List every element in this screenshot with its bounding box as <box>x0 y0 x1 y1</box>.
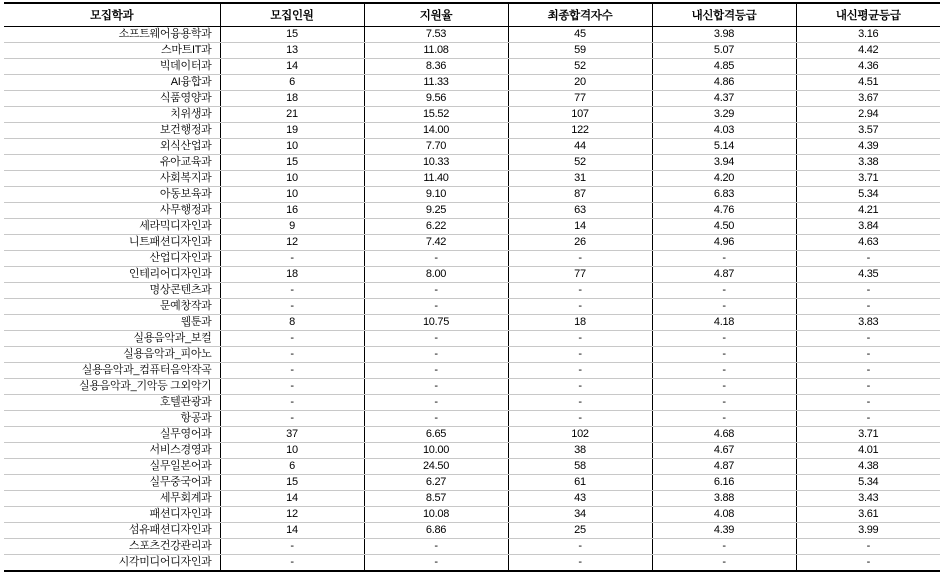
application-ratio-value: 8.57 <box>364 491 508 507</box>
pass-grade-value: 4.37 <box>652 91 796 107</box>
column-header-department: 모집학과 <box>4 3 220 27</box>
pass-grade-value: - <box>652 331 796 347</box>
table-row <box>4 283 940 299</box>
capacity-value: - <box>220 251 364 267</box>
pass-grade-value: 3.94 <box>652 155 796 171</box>
capacity-value: 15 <box>220 27 364 43</box>
average-grade-value: 4.38 <box>796 459 940 475</box>
average-grade-value: 5.34 <box>796 475 940 491</box>
table-row <box>4 363 940 379</box>
pass-grade-value: - <box>652 379 796 395</box>
average-grade-value: 3.83 <box>796 315 940 331</box>
final-accepted-value: - <box>508 539 652 555</box>
capacity-value: 15 <box>220 475 364 491</box>
pass-grade-value: 3.88 <box>652 491 796 507</box>
final-accepted-value: 25 <box>508 523 652 539</box>
table-row <box>4 107 940 123</box>
average-grade-value: 4.36 <box>796 59 940 75</box>
application-ratio-value: 10.33 <box>364 155 508 171</box>
application-ratio-value: 10.00 <box>364 443 508 459</box>
final-accepted-value: 102 <box>508 427 652 443</box>
application-ratio-value: 9.25 <box>364 203 508 219</box>
department-name: 호텔관광과 <box>4 395 220 411</box>
department-name: 산업디자인과 <box>4 251 220 267</box>
application-ratio-value: 9.10 <box>364 187 508 203</box>
pass-grade-value: 5.14 <box>652 139 796 155</box>
pass-grade-value: - <box>652 395 796 411</box>
column-header-capacity: 모집인원 <box>220 3 364 27</box>
final-accepted-value: 59 <box>508 43 652 59</box>
table-row <box>4 27 940 43</box>
final-accepted-value: 14 <box>508 219 652 235</box>
department-name: 스포츠건강관리과 <box>4 539 220 555</box>
table-header <box>4 3 940 27</box>
application-ratio-value: 6.65 <box>364 427 508 443</box>
application-ratio-value: 14.00 <box>364 123 508 139</box>
admissions-table <box>4 2 940 572</box>
capacity-value: 37 <box>220 427 364 443</box>
department-name: 패션디자인과 <box>4 507 220 523</box>
application-ratio-value: 11.33 <box>364 75 508 91</box>
application-ratio-value: 15.52 <box>364 107 508 123</box>
pass-grade-value: 3.98 <box>652 27 796 43</box>
table-row <box>4 507 940 523</box>
average-grade-value: - <box>796 331 940 347</box>
final-accepted-value: 31 <box>508 171 652 187</box>
application-ratio-value: - <box>364 363 508 379</box>
application-ratio-value: 11.40 <box>364 171 508 187</box>
application-ratio-value: - <box>364 395 508 411</box>
application-ratio-value: 10.08 <box>364 507 508 523</box>
table-row <box>4 155 940 171</box>
capacity-value: 9 <box>220 219 364 235</box>
final-accepted-value: - <box>508 411 652 427</box>
pass-grade-value: 4.68 <box>652 427 796 443</box>
table-row <box>4 59 940 75</box>
table-row <box>4 235 940 251</box>
average-grade-value: - <box>796 283 940 299</box>
pass-grade-value: 4.76 <box>652 203 796 219</box>
final-accepted-value: 43 <box>508 491 652 507</box>
table-row <box>4 75 940 91</box>
capacity-value: 10 <box>220 443 364 459</box>
department-name: 항공과 <box>4 411 220 427</box>
final-accepted-value: 77 <box>508 91 652 107</box>
table-row <box>4 411 940 427</box>
department-name: 시각미디어디자인과 <box>4 555 220 572</box>
table-row <box>4 203 940 219</box>
table-row <box>4 187 940 203</box>
final-accepted-value: 63 <box>508 203 652 219</box>
application-ratio-value: - <box>364 411 508 427</box>
final-accepted-value: 77 <box>508 267 652 283</box>
final-accepted-value: 34 <box>508 507 652 523</box>
pass-grade-value: 6.83 <box>652 187 796 203</box>
department-name: 실용음악과_기악등 그외악기 <box>4 379 220 395</box>
table-row <box>4 427 940 443</box>
department-name: 실무중국어과 <box>4 475 220 491</box>
capacity-value: 21 <box>220 107 364 123</box>
final-accepted-value: - <box>508 395 652 411</box>
final-accepted-value: - <box>508 331 652 347</box>
table-row <box>4 491 940 507</box>
final-accepted-value: 58 <box>508 459 652 475</box>
department-name: 실무영어과 <box>4 427 220 443</box>
final-accepted-value: 38 <box>508 443 652 459</box>
application-ratio-value: - <box>364 283 508 299</box>
final-accepted-value: 52 <box>508 59 652 75</box>
capacity-value: 14 <box>220 59 364 75</box>
average-grade-value: 3.67 <box>796 91 940 107</box>
capacity-value: - <box>220 331 364 347</box>
capacity-value: - <box>220 363 364 379</box>
final-accepted-value: 20 <box>508 75 652 91</box>
department-name: 소프트웨어융용학과 <box>4 27 220 43</box>
department-name: 서비스경영과 <box>4 443 220 459</box>
department-name: 유아교육과 <box>4 155 220 171</box>
final-accepted-value: 18 <box>508 315 652 331</box>
department-name: 니트패션디자인과 <box>4 235 220 251</box>
capacity-value: 14 <box>220 491 364 507</box>
capacity-value: 10 <box>220 139 364 155</box>
pass-grade-value: 4.67 <box>652 443 796 459</box>
table-row <box>4 299 940 315</box>
table-header-row <box>4 3 940 27</box>
average-grade-value: 3.16 <box>796 27 940 43</box>
table-row <box>4 219 940 235</box>
table-row <box>4 267 940 283</box>
capacity-value: - <box>220 555 364 572</box>
department-name: 웹툰과 <box>4 315 220 331</box>
final-accepted-value: 122 <box>508 123 652 139</box>
pass-grade-value: - <box>652 539 796 555</box>
table-row <box>4 459 940 475</box>
average-grade-value: 3.38 <box>796 155 940 171</box>
table-row <box>4 395 940 411</box>
average-grade-value: 4.42 <box>796 43 940 59</box>
capacity-value: 10 <box>220 187 364 203</box>
final-accepted-value: - <box>508 555 652 572</box>
table-row <box>4 91 940 107</box>
pass-grade-value: 5.07 <box>652 43 796 59</box>
table-body <box>4 27 940 572</box>
pass-grade-value: 6.16 <box>652 475 796 491</box>
application-ratio-value: - <box>364 379 508 395</box>
capacity-value: - <box>220 299 364 315</box>
capacity-value: - <box>220 539 364 555</box>
capacity-value: - <box>220 395 364 411</box>
capacity-value: 16 <box>220 203 364 219</box>
department-name: 식품영양과 <box>4 91 220 107</box>
final-accepted-value: - <box>508 251 652 267</box>
average-grade-value: 3.71 <box>796 427 940 443</box>
column-header-final-accepted: 최종합격자수 <box>508 3 652 27</box>
department-name: 사회복지과 <box>4 171 220 187</box>
application-ratio-value: 7.70 <box>364 139 508 155</box>
department-name: 스마트IT과 <box>4 43 220 59</box>
pass-grade-value: - <box>652 347 796 363</box>
pass-grade-value: - <box>652 363 796 379</box>
capacity-value: - <box>220 379 364 395</box>
application-ratio-value: 9.56 <box>364 91 508 107</box>
department-name: 세무회계과 <box>4 491 220 507</box>
capacity-value: 8 <box>220 315 364 331</box>
application-ratio-value: 8.00 <box>364 267 508 283</box>
pass-grade-value: - <box>652 299 796 315</box>
pass-grade-value: 4.85 <box>652 59 796 75</box>
department-name: 치위생과 <box>4 107 220 123</box>
application-ratio-value: 24.50 <box>364 459 508 475</box>
department-name: 보건행정과 <box>4 123 220 139</box>
application-ratio-value: - <box>364 331 508 347</box>
table-row <box>4 139 940 155</box>
department-name: 실용음악과_보컬 <box>4 331 220 347</box>
average-grade-value: - <box>796 395 940 411</box>
capacity-value: 15 <box>220 155 364 171</box>
department-name: 실용음악과_컴퓨터음악작곡 <box>4 363 220 379</box>
table-row <box>4 331 940 347</box>
application-ratio-value: - <box>364 539 508 555</box>
capacity-value: 10 <box>220 171 364 187</box>
average-grade-value: 3.57 <box>796 123 940 139</box>
application-ratio-value: - <box>364 347 508 363</box>
capacity-value: 12 <box>220 507 364 523</box>
table-row <box>4 555 940 572</box>
final-accepted-value: - <box>508 379 652 395</box>
application-ratio-value: 10.75 <box>364 315 508 331</box>
final-accepted-value: - <box>508 347 652 363</box>
pass-grade-value: - <box>652 411 796 427</box>
capacity-value: 14 <box>220 523 364 539</box>
capacity-value: 13 <box>220 43 364 59</box>
capacity-value: 6 <box>220 459 364 475</box>
capacity-value: 12 <box>220 235 364 251</box>
average-grade-value: 4.01 <box>796 443 940 459</box>
application-ratio-value: 7.42 <box>364 235 508 251</box>
average-grade-value: 3.43 <box>796 491 940 507</box>
average-grade-value: - <box>796 411 940 427</box>
average-grade-value: - <box>796 347 940 363</box>
average-grade-value: 2.94 <box>796 107 940 123</box>
department-name: 아동보육과 <box>4 187 220 203</box>
department-name: 실용음악과_피아노 <box>4 347 220 363</box>
final-accepted-value: 45 <box>508 27 652 43</box>
table-row <box>4 475 940 491</box>
final-accepted-value: - <box>508 283 652 299</box>
department-name: 명상콘텐츠과 <box>4 283 220 299</box>
average-grade-value: 3.84 <box>796 219 940 235</box>
department-name: 인테리어디자인과 <box>4 267 220 283</box>
application-ratio-value: 6.27 <box>364 475 508 491</box>
capacity-value: - <box>220 347 364 363</box>
final-accepted-value: 52 <box>508 155 652 171</box>
capacity-value: 19 <box>220 123 364 139</box>
department-name: 세라믹디자인과 <box>4 219 220 235</box>
application-ratio-value: 11.08 <box>364 43 508 59</box>
table-row <box>4 315 940 331</box>
capacity-value: - <box>220 283 364 299</box>
average-grade-value: 4.21 <box>796 203 940 219</box>
department-name: 섬유패션디자인과 <box>4 523 220 539</box>
pass-grade-value: 4.87 <box>652 459 796 475</box>
department-name: 문예창작과 <box>4 299 220 315</box>
pass-grade-value: 4.03 <box>652 123 796 139</box>
pass-grade-value: 4.96 <box>652 235 796 251</box>
application-ratio-value: 6.22 <box>364 219 508 235</box>
table-row <box>4 379 940 395</box>
department-name: 사무행정과 <box>4 203 220 219</box>
capacity-value: - <box>220 411 364 427</box>
application-ratio-value: 8.36 <box>364 59 508 75</box>
average-grade-value: - <box>796 555 940 572</box>
pass-grade-value: 4.20 <box>652 171 796 187</box>
average-grade-value: - <box>796 379 940 395</box>
final-accepted-value: - <box>508 363 652 379</box>
capacity-value: 18 <box>220 91 364 107</box>
column-header-pass-grade: 내신합격등급 <box>652 3 796 27</box>
application-ratio-value: 7.53 <box>364 27 508 43</box>
pass-grade-value: - <box>652 283 796 299</box>
application-ratio-value: - <box>364 555 508 572</box>
application-ratio-value: - <box>364 251 508 267</box>
table-row <box>4 171 940 187</box>
average-grade-value: 4.63 <box>796 235 940 251</box>
pass-grade-value: 4.18 <box>652 315 796 331</box>
table-row <box>4 123 940 139</box>
application-ratio-value: 6.86 <box>364 523 508 539</box>
average-grade-value: 3.71 <box>796 171 940 187</box>
pass-grade-value: 4.08 <box>652 507 796 523</box>
column-header-average-grade: 내신평균등급 <box>796 3 940 27</box>
final-accepted-value: - <box>508 299 652 315</box>
column-header-application-ratio: 지원율 <box>364 3 508 27</box>
final-accepted-value: 61 <box>508 475 652 491</box>
table-row <box>4 347 940 363</box>
table-row <box>4 43 940 59</box>
pass-grade-value: 3.29 <box>652 107 796 123</box>
pass-grade-value: 4.50 <box>652 219 796 235</box>
average-grade-value: 3.99 <box>796 523 940 539</box>
department-name: 외식산업과 <box>4 139 220 155</box>
pass-grade-value: - <box>652 251 796 267</box>
pass-grade-value: - <box>652 555 796 572</box>
department-name: 실무일본어과 <box>4 459 220 475</box>
average-grade-value: 5.34 <box>796 187 940 203</box>
capacity-value: 18 <box>220 267 364 283</box>
pass-grade-value: 4.87 <box>652 267 796 283</box>
average-grade-value: - <box>796 539 940 555</box>
pass-grade-value: 4.39 <box>652 523 796 539</box>
average-grade-value: 3.61 <box>796 507 940 523</box>
table-row <box>4 251 940 267</box>
table-row <box>4 539 940 555</box>
average-grade-value: 4.39 <box>796 139 940 155</box>
average-grade-value: - <box>796 299 940 315</box>
department-name: 빅데이터과 <box>4 59 220 75</box>
capacity-value: 6 <box>220 75 364 91</box>
average-grade-value: 4.35 <box>796 267 940 283</box>
average-grade-value: - <box>796 363 940 379</box>
pass-grade-value: 4.86 <box>652 75 796 91</box>
application-ratio-value: - <box>364 299 508 315</box>
table-row <box>4 523 940 539</box>
final-accepted-value: 87 <box>508 187 652 203</box>
table-row <box>4 443 940 459</box>
final-accepted-value: 26 <box>508 235 652 251</box>
average-grade-value: 4.51 <box>796 75 940 91</box>
average-grade-value: - <box>796 251 940 267</box>
department-name: AI융합과 <box>4 75 220 91</box>
final-accepted-value: 107 <box>508 107 652 123</box>
final-accepted-value: 44 <box>508 139 652 155</box>
